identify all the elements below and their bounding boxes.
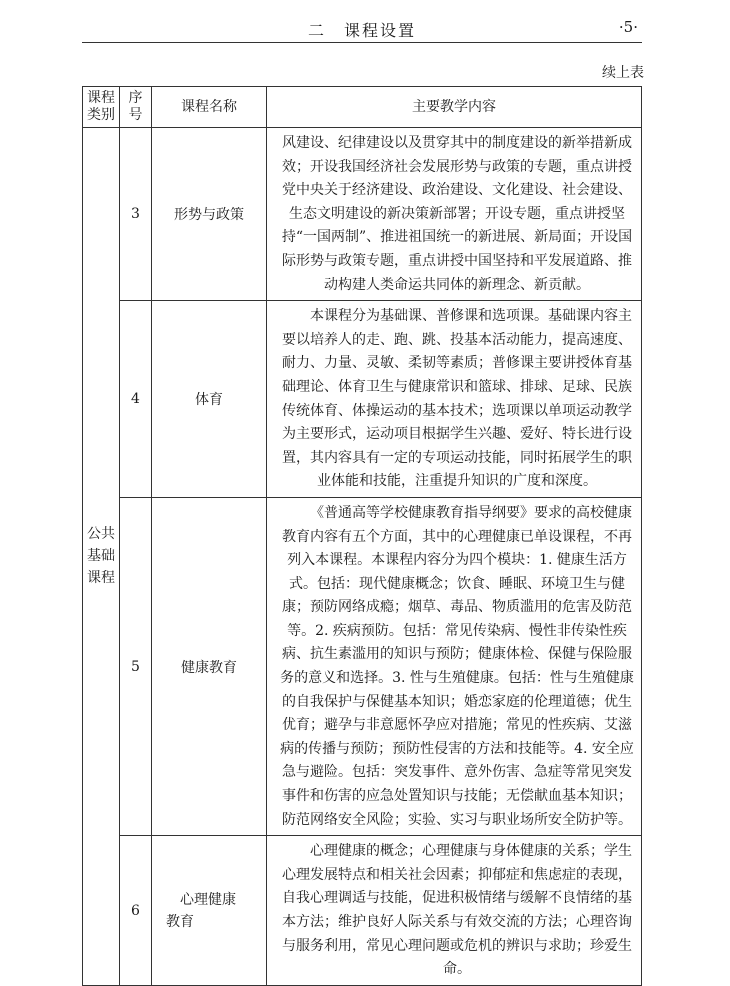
column-header-category (83, 87, 120, 128)
category-cell (83, 128, 120, 986)
course-content (267, 497, 642, 835)
category-header-text: 课程类别 (87, 90, 115, 123)
column-header-name: 课程名称 (152, 87, 267, 128)
course-table (82, 86, 642, 986)
course-content (267, 301, 642, 498)
chapter-title: 二 课程设置 (307, 21, 416, 40)
content-text: 心理健康的概念；心理健康与身体健康的关系；学生心理发展特点和相关社会因素；抑郁症和焦虑症的表现，自我心理调适与技能，促进积极情绪与缓解不良情绪的基本方法；维护良好人际关系与有效交流的方法；心理咨询与服务利用，常见心理问题或危机的辨识与求助；珍爱生命。 (282, 843, 632, 978)
table-row (83, 497, 642, 835)
row-number: 5 (120, 497, 152, 835)
continued-label: 续上表 (602, 65, 644, 81)
number-header-text: 序号 (128, 90, 143, 123)
course-name: 形势与政策 (152, 128, 267, 301)
course-name-line1: 心理健康 (180, 891, 236, 908)
table-header-row (83, 87, 642, 128)
column-header-number (120, 87, 152, 128)
table-row (83, 128, 642, 301)
course-content (267, 128, 642, 301)
content-text: 本课程分为基础课、普修课和选项课。基础课内容主要以培养人的走、跑、跳、投基本活动能力，提高速度、耐力、力量、灵敏、柔韧等素质；普修课主要讲授体育基础理论、体育卫生与健康常识和篮球、排球、足球、民族传统体育、体操运动的基本技术；选项课以单项运动教学为主要形式，运动项目根据学生兴趣、爱好、特长进行设置，其内容具有一定的专项运动技能，同时拓展学生的职业体能和技能，注重提升知识的广度和深度。 (282, 308, 632, 490)
row-number: 4 (120, 301, 152, 498)
course-name-line2: 教育 (166, 913, 194, 930)
page-number: ·5· (618, 18, 638, 36)
content-text: 风建设、纪律建设以及贯穿其中的制度建设的新举措新成效；开设我国经济社会发展形势与政策的专题，重点讲授党中央关于经济建设、政治建设、文化建设、社会建设、生态文明建设的新决策新部署；开设专题，重点讲授坚持“一国两制”、推进祖国统一的新进展、新局面；开设国际形势与政策专题，重点讲授中国坚持和平发展道路、推动构建人类命运共同体的新理念、新贡献。 (281, 135, 633, 293)
running-header (82, 16, 642, 43)
category-value: 公共基础课程 (87, 526, 115, 587)
course-name: 体育 (152, 301, 267, 498)
row-number: 6 (120, 836, 152, 986)
table-row (83, 301, 642, 498)
content-text: 《普通高等学校健康教育指导纲要》要求的高校健康教育内容有五个方面，其中的心理健康已单设课程，不再列入本课程。本课程内容分为四个模块：1. 健康生活方式。包括：现代健康概念；饮食、睡眠、环境卫生与健康；预防网络成瘾；烟草、毒品、物质滥用的危害及防范等。2. 疾病预防。包括：常见传染病、慢性非传染性疾病、抗生素滥用的知识与预防；健康体检、保健与保险服务的意义和选择。3. 性与生殖健康。包括：性与生殖健康的自我保护与保健基本知识；婚恋家庭的伦理道德；优生优育；避孕与非意愿怀孕应对措施；常见的性疾病、艾滋病的传播与预防；预防性侵害的方法和技能等。4. 安全应急与避险。包括：突发事件、意外伤害、急症等常见突发事件和伤害的应急处置知识与技能；无偿献血基本知识；防范网络安全风险；实验、实习与职业场所安全防护等。 (280, 504, 634, 828)
row-number: 3 (120, 128, 152, 301)
column-header-content: 主要教学内容 (267, 87, 642, 128)
course-name: 健康教育 (152, 497, 267, 835)
